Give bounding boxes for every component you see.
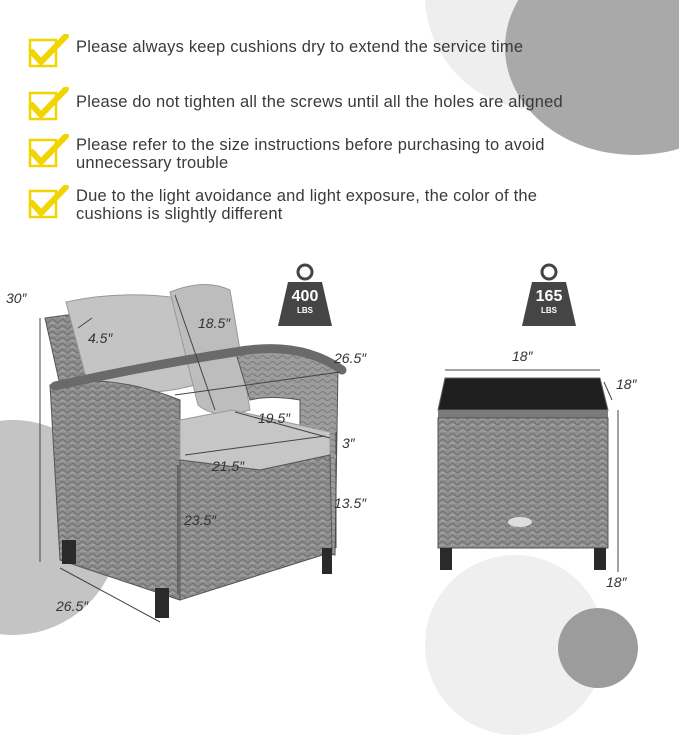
- note-text: Please refer to the size instructions before purchasing to avoid unnecessary trouble: [76, 136, 545, 172]
- chair-leg: [322, 548, 332, 574]
- table-body: [438, 418, 608, 548]
- side-table: [438, 370, 618, 572]
- chair-weight-label: [274, 280, 336, 350]
- table-depth: 18″: [616, 376, 637, 392]
- chair-left-arm: [50, 381, 180, 600]
- chair-seat-depth: 19.5″: [258, 410, 291, 426]
- table-width: 18″: [512, 348, 533, 364]
- chair-arm-width: 26.5″: [334, 350, 367, 366]
- chair-seat-height: 13.5″: [334, 495, 367, 511]
- chair-weight-unit: LBS: [297, 306, 313, 315]
- chair-total-height: 30″: [6, 290, 27, 306]
- table-weight-unit: LBS: [541, 306, 557, 315]
- chair-seat-cushion-thickness: 3″: [342, 435, 355, 451]
- table-top-rim: [438, 410, 608, 418]
- chair-leg: [155, 588, 169, 618]
- note-text: Please always keep cushions dry to extend the service time: [76, 38, 524, 56]
- table-leg: [594, 548, 606, 570]
- chair-cushion-thickness: 4.5″: [88, 330, 113, 346]
- note-text: Please do not tighten all the screws until all the holes are aligned: [76, 93, 563, 111]
- table-weight-label: [518, 280, 580, 350]
- chair-weight-value: 400: [291, 288, 319, 305]
- chair-base-depth: 26.5″: [56, 598, 89, 614]
- chair-seat-width: 21.5″: [212, 458, 245, 474]
- table-height: 18″: [606, 574, 627, 590]
- chair-front-height: 23.5″: [184, 512, 217, 528]
- table-badge: [508, 517, 532, 527]
- table-weight-value: 165: [535, 288, 563, 305]
- table-leg: [440, 548, 452, 570]
- chair-back-cushion-height: 18.5″: [198, 315, 231, 331]
- chair-leg: [62, 540, 76, 564]
- note-text: Due to the light avoidance and light exposure, the color of the cushions is slightly different: [76, 187, 538, 223]
- table-glass-top: [438, 378, 608, 410]
